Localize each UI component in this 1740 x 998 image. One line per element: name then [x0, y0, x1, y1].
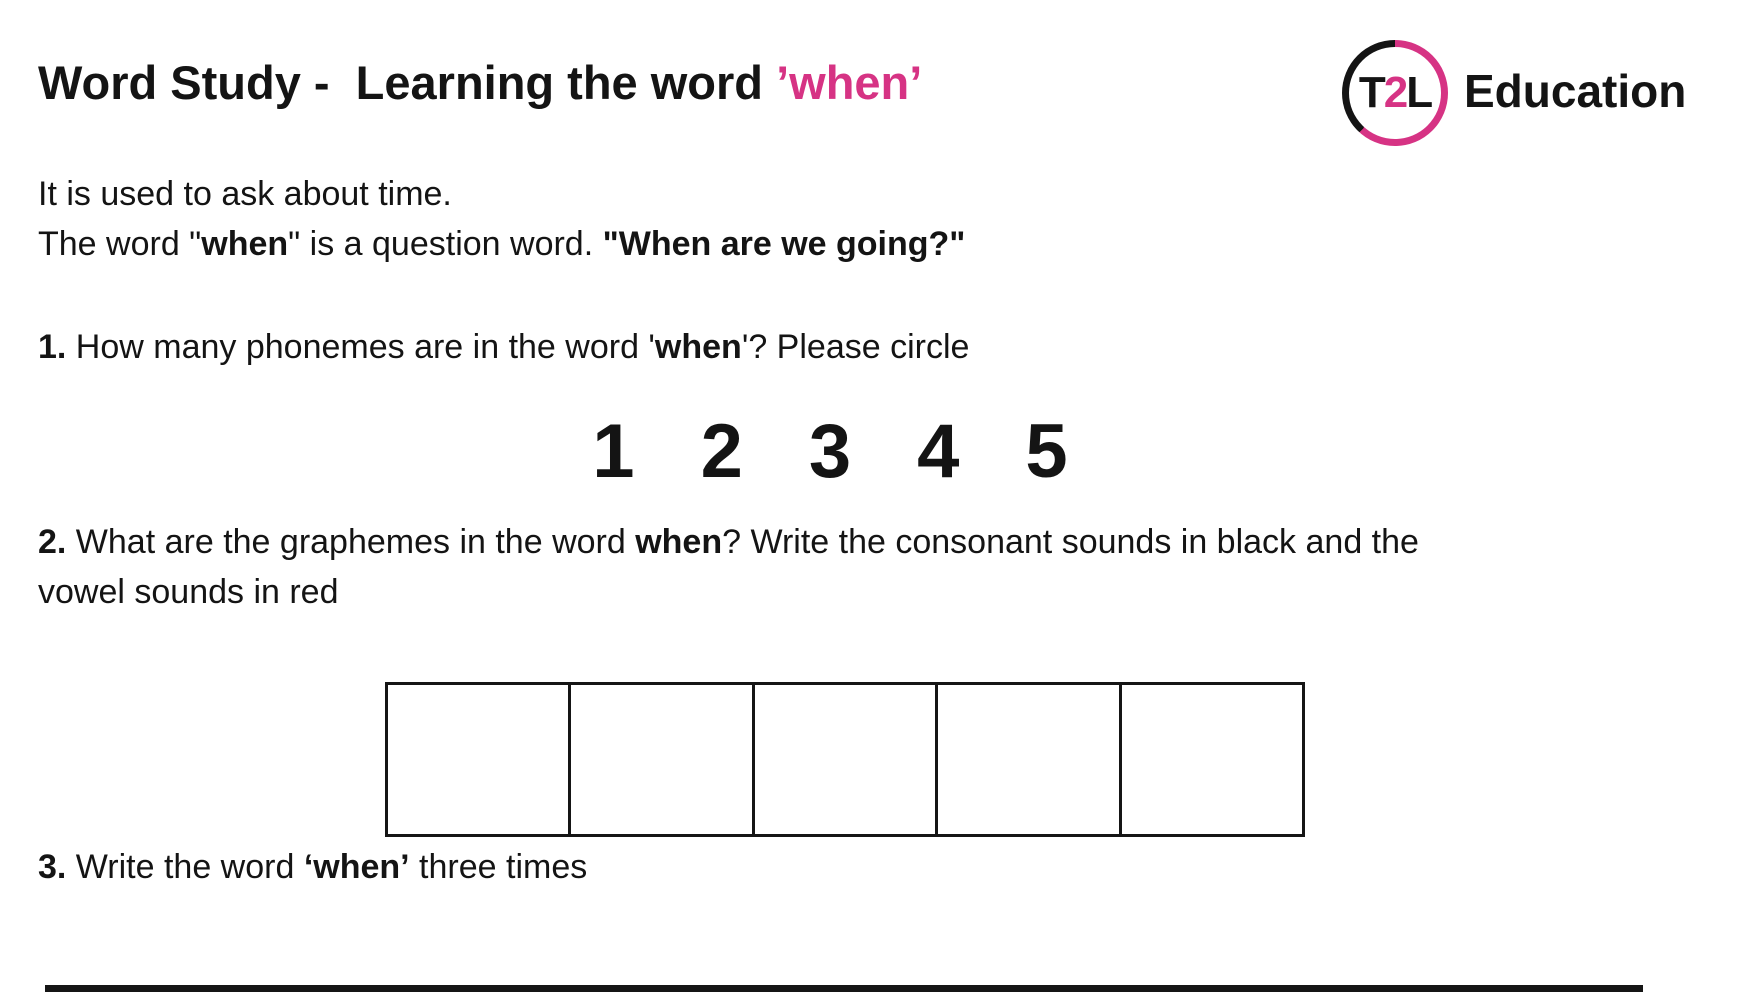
text-segment: It is used to ask about time. — [38, 175, 452, 213]
phoneme-option-2[interactable]: 2 — [700, 409, 743, 494]
t2l-logo-icon — [1342, 40, 1448, 146]
text-segment: T — [1358, 68, 1384, 117]
question-2-text-line-1 — [38, 520, 1419, 564]
text-segment: when — [635, 523, 723, 561]
phoneme-option-3[interactable]: 3 — [808, 409, 852, 494]
page-title — [38, 55, 922, 110]
question-2-text-line-2 — [38, 570, 339, 614]
text-segment: when — [201, 225, 289, 263]
text-segment: Word Study - Learning the word — [38, 56, 777, 109]
grapheme-cell-3[interactable] — [755, 685, 938, 834]
text-segment: " is a question word. — [288, 225, 603, 263]
text-segment: The word " — [38, 225, 202, 263]
intro-line-1 — [38, 172, 452, 216]
text-segment: "When are we going?" — [602, 225, 966, 263]
text-segment: 2 — [1383, 68, 1407, 117]
question-3-text — [38, 845, 587, 889]
phoneme-option-1[interactable]: 1 — [592, 409, 635, 494]
phoneme-option-4[interactable]: 4 — [917, 409, 960, 494]
text-segment: three times — [409, 848, 588, 886]
text-segment: 1. — [38, 328, 67, 366]
text-segment: L — [1406, 68, 1432, 117]
intro-line-2 — [38, 222, 965, 266]
grapheme-cell-2[interactable] — [571, 685, 754, 834]
text-segment: '? Please circle — [741, 328, 970, 366]
text-segment: Write the word — [66, 848, 304, 886]
phoneme-count-options — [0, 408, 1660, 495]
text-segment: 3. — [38, 848, 67, 886]
text-segment: What are the graphemes in the word — [66, 523, 636, 561]
phoneme-option-5[interactable]: 5 — [1025, 409, 1068, 494]
text-segment: ’when’ — [776, 56, 923, 109]
text-segment: ‘when’ — [303, 848, 410, 886]
text-segment: ? Write the consonant sounds in black and the — [722, 523, 1419, 561]
question-1-text — [38, 325, 969, 369]
grapheme-cell-4[interactable] — [938, 685, 1121, 834]
text-segment: when — [654, 328, 742, 366]
t2l-logo-inner — [1349, 47, 1441, 139]
grapheme-cell-1[interactable] — [388, 685, 571, 834]
grapheme-boxes — [385, 682, 1305, 837]
text-segment: How many phonemes are in the word ' — [66, 328, 655, 366]
grapheme-cell-5[interactable] — [1122, 685, 1302, 834]
writing-line[interactable] — [45, 985, 1643, 992]
t2l-logo-letters — [1359, 68, 1431, 118]
brand-name: Education — [1464, 65, 1687, 117]
text-segment: vowel sounds in red — [38, 573, 339, 611]
text-segment: 2. — [38, 523, 67, 561]
